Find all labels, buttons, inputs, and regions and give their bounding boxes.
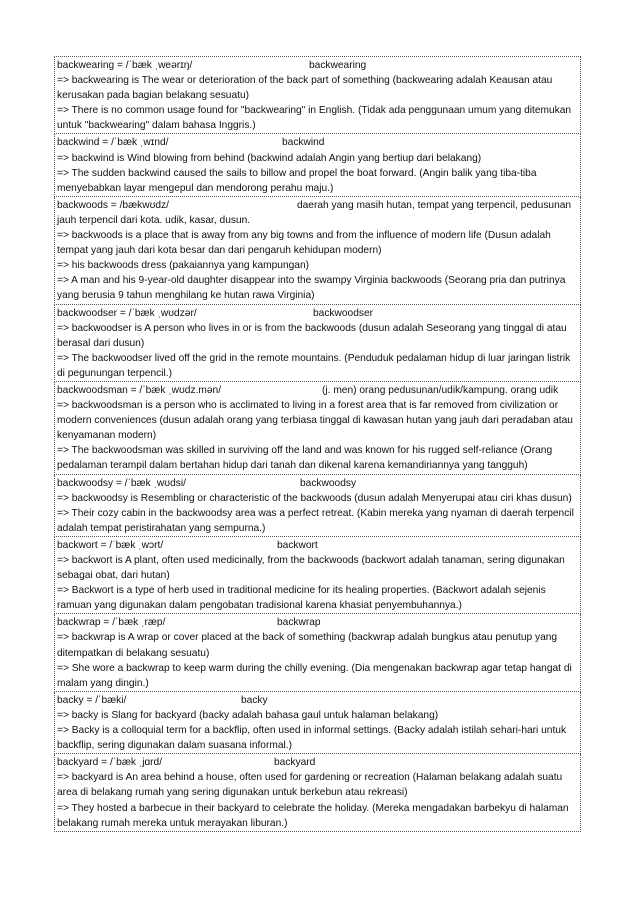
- entry-headline: [57, 383, 578, 398]
- dictionary-entry: [54, 134, 581, 196]
- entry-definition-line: => The backwoodsman was skilled in surviving off the land and was known for his rugged self-reliance (Orang pedalaman terampil dalam bertahan hidup dari tanah dan dikenal karena kemandiriannya yang tangguh): [57, 445, 553, 472]
- entry-headword-pronunciation: backwoodsman = /ˈbæk ˌwʊdz.mən/: [57, 384, 222, 396]
- entry-definition-line: => backyard is An area behind a house, often used for gardening or recreation (Halaman belakang adalah suatu area di belakang rumah yang sering digunakan untuk berkebun atau rekreasi): [57, 772, 563, 799]
- entry-headline: [57, 58, 578, 73]
- entry-translation: backwoodsy: [300, 477, 357, 489]
- entry-definition-line: => his backwoods dress (pakaiannya yang kampungan): [57, 260, 310, 272]
- dictionary-entry: [54, 305, 581, 382]
- entry-translation: backwort: [277, 539, 318, 551]
- entry-headline: [57, 476, 578, 491]
- entry-translation: backwind: [282, 137, 325, 149]
- entry-translation: backy: [241, 694, 268, 706]
- dictionary-entry: [54, 56, 581, 134]
- entry-headword-pronunciation: backyard = /ˈbæk ˌjɑrd/: [57, 757, 163, 769]
- entry-translation: daerah yang masih hutan, tempat yang terpencil, pedusunan jauh terpencil dari kota. udik, kasar, dusun.: [57, 199, 572, 226]
- entry-headline: [57, 615, 578, 630]
- entry-definition-line: => backwoodsman is a person who is acclimated to living in a forest area that is far removed from civilization or modern conveniences (dusun adalah orang yang terbiasa tinggal di kawasan hutan yang jauh dari peradaban atau kenyamanan modern): [57, 400, 573, 442]
- entry-headline: [57, 135, 578, 150]
- dictionary-document: [54, 56, 581, 832]
- entry-headword-pronunciation: backwoodsy = /ˈbæk ˌwʊdsi/: [57, 477, 186, 489]
- dictionary-entry: [54, 614, 581, 691]
- entry-definition-line: => Backwort is a type of herb used in traditional medicine for its healing properties. (Backwort adalah sejenis ramuan yang digunakan dalam pengobatan tradisional karena khasiat penyembuhannya.): [57, 585, 546, 612]
- dictionary-entry: [54, 692, 581, 754]
- entry-headline: [57, 306, 578, 321]
- entry-headword-pronunciation: backy = /ˈbæki/: [57, 694, 127, 706]
- entry-definition-line: => backwort is A plant, often used medicinally, from the backwoods (backwort adalah tanaman, sering digunakan sebagai obat, dari hutan): [57, 555, 565, 582]
- dictionary-entry: [54, 754, 581, 831]
- entry-definition-line: => Their cozy cabin in the backwoodsy area was a perfect retreat. (Kabin mereka yang nyaman di daerah terpencil adalah tempat peristirahatan yang sempurna.): [57, 507, 574, 534]
- entry-definition-line: => backwrap is A wrap or cover placed at the back of something (backwrap adalah bungkus atau penutup yang ditempatkan di belakang sesuatu): [57, 632, 558, 659]
- entry-headword-pronunciation: backwoods = /bækwʊdz/: [57, 199, 169, 211]
- entry-definition-line: => backwoodser is A person who lives in or is from the backwoods (dusun adalah Seseorang yang tinggal di atau berasal dari dusun): [57, 322, 567, 349]
- entry-headword-pronunciation: backwort = /ˈbæk ˌwɔrt/: [57, 539, 164, 551]
- entry-headword-pronunciation: backwearing = /ˈbæk ˌweərɪŋ/: [57, 60, 193, 71]
- entry-headline: [57, 538, 578, 553]
- entry-headword-pronunciation: backwoodser = /ˈbæk ˌwʊdzər/: [57, 307, 197, 319]
- dictionary-entry: [54, 382, 581, 475]
- entry-definition-line: => backwoodsy is Resembling or characteristic of the backwoods (dusun adalah Menyerupai atau ciri khas dusun): [57, 492, 572, 504]
- dictionary-entry: [54, 197, 581, 305]
- entry-definition-line: => A man and his 9-year-old daughter disappear into the swampy Virginia backwoods (Seorang pria dan putrinya yang berusia 9 tahun menghilang ke hutan rawa Virginia): [57, 275, 566, 302]
- entry-headword-pronunciation: backwrap = /ˈbæk ˌræp/: [57, 617, 166, 629]
- entry-definition-line: => backwind is Wind blowing from behind (backwind adalah Angin yang bertiup dari belakang): [57, 152, 482, 164]
- entry-translation: (j. men) orang pedusunan/udik/kampung. orang udik: [322, 384, 559, 396]
- entry-definition-line: => The backwoodser lived off the grid in the remote mountains. (Penduduk pedalaman hidup di luar jaringan listrik di pegunungan terpencil.): [57, 352, 571, 379]
- entry-definition-line: => backwoods is a place that is away from any big towns and from the influence of modern life (Dusun adalah tempat yang jauh dari kota besar dan dari pengaruh kehidupan modern): [57, 230, 551, 257]
- entry-definition-line: => backwearing is The wear or deterioration of the back part of something (backwearing adalah Keausan atau kerusakan pada bagian belakang sesuatu): [57, 75, 553, 102]
- dictionary-entry: [54, 537, 581, 614]
- entry-translation: backyard: [274, 757, 316, 769]
- dictionary-entry: [54, 475, 581, 537]
- entry-translation: backwoodser: [313, 307, 374, 319]
- entry-definition-line: => Backy is a colloquial term for a backflip, often used in informal settings. (Backy adalah istilah sehari-hari untuk backflip, sering digunakan dalam suasana informal.): [57, 725, 567, 752]
- entry-headline: [57, 198, 578, 228]
- entry-translation: backwrap: [277, 617, 321, 629]
- entry-definition-line: => The sudden backwind caused the sails to billow and propel the boat forward. (Angin balik yang tiba-tiba menyebabkan layar mengepul dan mendorong perahu maju.): [57, 167, 537, 194]
- entry-definition-line: => There is no common usage found for "backwearing" in English. (Tidak ada penggunaan umum yang ditemukan untuk "backwearing" dalam bahasa Inggris.): [57, 105, 572, 132]
- entry-definition-line: => They hosted a barbecue in their backyard to celebrate the holiday. (Mereka mengadakan barbekyu di halaman belakang rumah mereka untuk merayakan liburan.): [57, 802, 569, 829]
- entry-translation: backwearing: [309, 60, 367, 71]
- entry-headline: [57, 755, 578, 770]
- entry-definition-line: => backy is Slang for backyard (backy adalah bahasa gaul untuk halaman belakang): [57, 709, 439, 721]
- entry-headword-pronunciation: backwind = /ˈbæk ˌwɪnd/: [57, 137, 169, 149]
- entry-headline: [57, 693, 578, 708]
- entry-definition-line: => She wore a backwrap to keep warm during the chilly evening. (Dia mengenakan backwrap agar tetap hangat di malam yang dingin.): [57, 662, 572, 689]
